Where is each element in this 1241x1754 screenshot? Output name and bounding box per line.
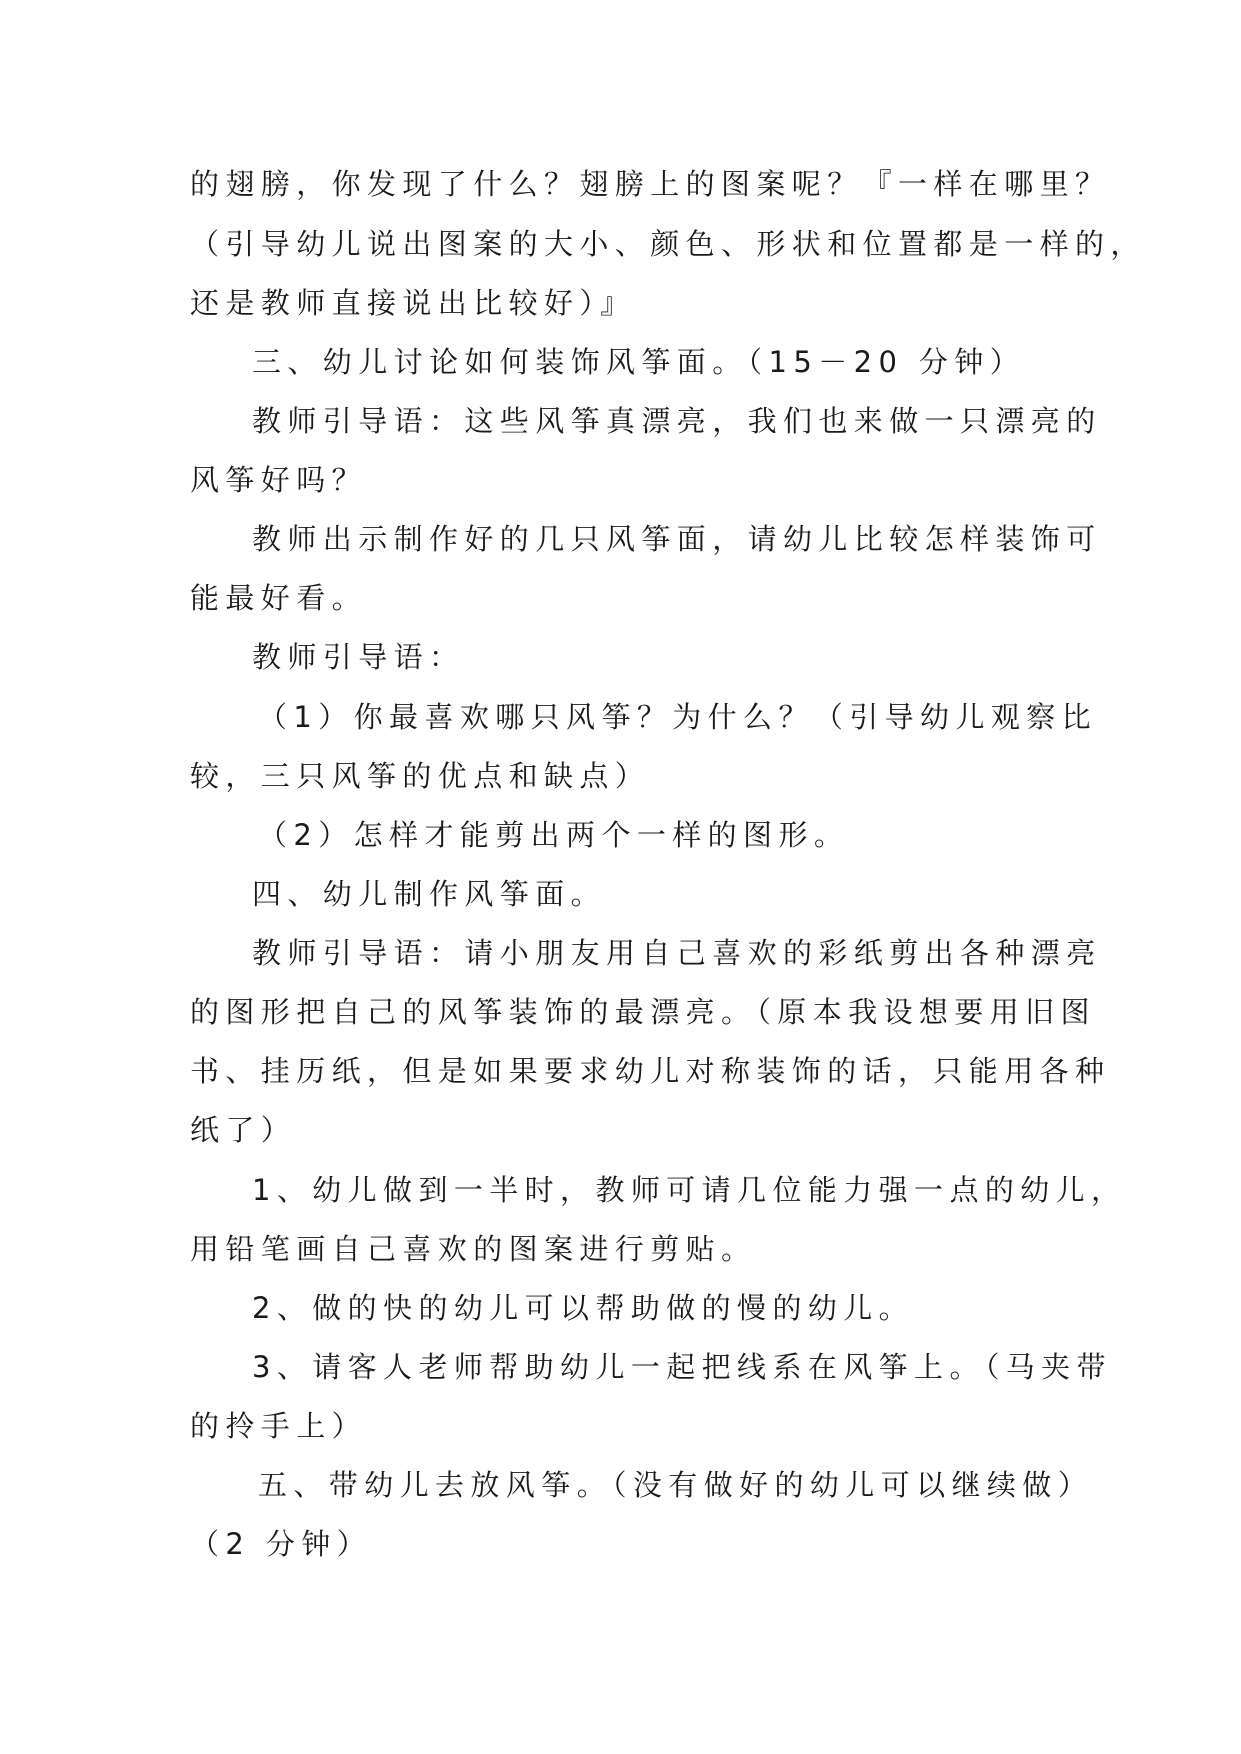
text-line: 教师引导语： <box>252 640 465 674</box>
text-line: （1）你最喜欢哪只风筝？为什么？（引导幼儿观察比 <box>258 700 1098 734</box>
text-line: 3、请客人老师帮助幼儿一起把线系在风筝上。（马夹带 <box>252 1350 1112 1384</box>
text-line: 的拎手上） <box>190 1409 368 1443</box>
text-line: 纸了） <box>190 1113 297 1147</box>
text-line: 书、挂历纸，但是如果要求幼儿对称装饰的话，只能用各种 <box>190 1054 1111 1088</box>
text-line: 教师出示制作好的几只风筝面，请幼儿比较怎样装饰可 <box>252 522 1102 556</box>
text-line: 较，三只风筝的优点和缺点） <box>190 759 651 793</box>
text-line: 还是教师直接说出比较好）』 <box>190 286 636 320</box>
text-line: （引导幼儿说出图案的大小、颜色、形状和位置都是一样的， <box>190 227 1146 261</box>
text-line: （2 分钟） <box>190 1527 373 1561</box>
text-line: 的图形把自己的风筝装饰的最漂亮。（原本我设想要用旧图 <box>190 995 1096 1029</box>
text-line: 三、幼儿讨论如何装饰风筝面。（15－20 分钟） <box>252 345 1026 379</box>
text-line: 1、幼儿做到一半时，教师可请几位能力强一点的幼儿， <box>252 1173 1127 1207</box>
text-line: （2）怎样才能剪出两个一样的图形。 <box>258 818 850 852</box>
text-line: 教师引导语：这些风筝真漂亮，我们也来做一只漂亮的 <box>252 404 1102 438</box>
text-line: 教师引导语：请小朋友用自己喜欢的彩纸剪出各种漂亮 <box>252 936 1102 970</box>
text-line: 四、幼儿制作风筝面。 <box>252 877 607 911</box>
text-line: 用铅笔画自己喜欢的图案进行剪贴。 <box>190 1232 757 1266</box>
text-line: 能最好看。 <box>190 581 368 615</box>
text-line: 的翅膀，你发现了什么？翅膀上的图案呢？『一样在哪里？ <box>190 167 1111 201</box>
text-line: 2、做的快的幼儿可以帮助做的慢的幼儿。 <box>252 1291 915 1325</box>
text-line: 五、带幼儿去放风筝。（没有做好的幼儿可以继续做） <box>258 1468 1094 1502</box>
text-line: 风筝好吗？ <box>190 463 368 497</box>
